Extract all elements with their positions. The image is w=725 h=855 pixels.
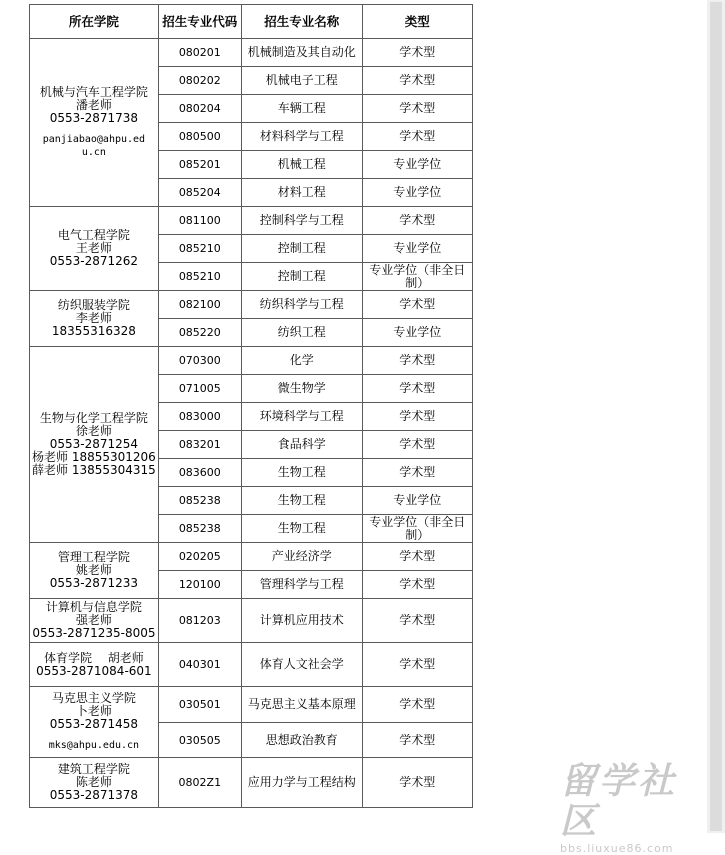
program-code-cell: 081100	[158, 207, 241, 235]
college-info-line: 0553-2871458	[49, 717, 139, 731]
header-type: 类型	[362, 5, 472, 39]
program-name-cell: 应用力学与工程结构	[241, 758, 362, 808]
program-code-cell: 085238	[158, 487, 241, 515]
program-type-cell: 学术型	[362, 291, 472, 319]
program-code-cell: 085201	[158, 151, 241, 179]
program-type-cell: 学术型	[362, 431, 472, 459]
program-name-cell: 机械制造及其自动化	[241, 39, 362, 67]
college-info-line: 薛老师 13855304315	[32, 463, 156, 477]
watermark-logo	[560, 761, 710, 855]
program-code-cell: 030501	[158, 687, 241, 723]
college-info-line: panjiabao@ahpu.ed	[42, 134, 146, 145]
program-code-cell: 080202	[158, 67, 241, 95]
program-name-cell: 思想政治教育	[241, 723, 362, 758]
college-info-line: 陈老师	[75, 775, 112, 789]
program-type-cell: 学术型	[362, 723, 472, 758]
program-name-cell: 食品科学	[241, 431, 362, 459]
vertical-scrollbar[interactable]	[707, 0, 725, 833]
program-code-cell: 020205	[158, 543, 241, 571]
program-type-cell: 学术型	[362, 599, 472, 643]
header-code: 招生专业代码	[158, 5, 241, 39]
college-cell	[30, 291, 159, 347]
college-info-line: u.cn	[81, 147, 106, 158]
watermark-text: 留学社区	[560, 761, 678, 842]
college-cell	[30, 347, 159, 543]
program-name-cell: 微生物学	[241, 375, 362, 403]
program-name-cell: 管理科学与工程	[241, 571, 362, 599]
header-name: 招生专业名称	[241, 5, 362, 39]
program-code-cell: 120100	[158, 571, 241, 599]
program-name-cell: 产业经济学	[241, 543, 362, 571]
program-name-cell: 控制工程	[241, 235, 362, 263]
program-code-cell: 0802Z1	[158, 758, 241, 808]
program-name-cell: 体育人文社会学	[241, 643, 362, 687]
watermark-url: bbs.liuxue86.com	[560, 842, 674, 855]
college-info-line: 姚老师	[75, 563, 112, 577]
college-info-line: 李老师	[75, 311, 112, 325]
college-info-line: 马克思主义学院	[51, 691, 136, 705]
program-type-cell: 学术型	[362, 543, 472, 571]
program-name-cell: 生物工程	[241, 459, 362, 487]
program-code-cell: 083201	[158, 431, 241, 459]
college-info-line: 强老师	[75, 613, 112, 627]
program-code-cell: 085220	[158, 319, 241, 347]
table-row	[30, 643, 473, 687]
program-type-cell: 学术型	[362, 39, 472, 67]
college-info-line: 建筑工程学院	[57, 762, 130, 776]
program-type-cell: 学术型	[362, 123, 472, 151]
college-info-line: 计算机与信息学院	[45, 600, 142, 614]
program-type-cell: 专业学位	[362, 179, 472, 207]
program-type-cell: 学术型	[362, 207, 472, 235]
program-type-cell: 学术型	[362, 95, 472, 123]
program-type-cell: 学术型	[362, 687, 472, 723]
program-code-cell: 080201	[158, 39, 241, 67]
college-info-line: 机械与汽车工程学院	[39, 85, 148, 99]
program-code-cell: 085210	[158, 263, 241, 291]
program-name-cell: 材料科学与工程	[241, 123, 362, 151]
program-name-cell: 机械工程	[241, 151, 362, 179]
college-info-line	[32, 125, 156, 133]
college-cell	[30, 643, 159, 687]
program-type-cell: 专业学位	[362, 487, 472, 515]
college-info-line: 卜老师	[75, 704, 112, 718]
program-name-cell: 生物工程	[241, 515, 362, 543]
program-code-cell: 040301	[158, 643, 241, 687]
college-cell	[30, 39, 159, 207]
college-info-line	[32, 731, 156, 739]
program-name-cell: 生物工程	[241, 487, 362, 515]
program-name-cell: 车辆工程	[241, 95, 362, 123]
program-type-cell: 学术型	[362, 67, 472, 95]
college-info-line: 0553-2871262	[49, 254, 139, 268]
college-info-line: 潘老师	[75, 98, 112, 112]
table-row	[30, 207, 473, 235]
program-type-cell: 专业学位	[362, 151, 472, 179]
college-cell	[30, 758, 159, 808]
program-name-cell: 计算机应用技术	[241, 599, 362, 643]
college-info-line: 0553-2871084-601	[36, 663, 152, 678]
program-name-cell: 机械电子工程	[241, 67, 362, 95]
program-code-cell: 071005	[158, 375, 241, 403]
program-code-cell: 070300	[158, 347, 241, 375]
program-name-cell: 控制科学与工程	[241, 207, 362, 235]
program-name-cell: 化学	[241, 347, 362, 375]
table-row	[30, 543, 473, 571]
program-code-cell: 085238	[158, 515, 241, 543]
header-row	[30, 5, 473, 39]
table-row	[30, 599, 473, 643]
college-info-line: 徐老师	[75, 424, 112, 438]
program-type-cell: 学术型	[362, 403, 472, 431]
program-name-cell: 马克思主义基本原理	[241, 687, 362, 723]
program-code-cell: 083600	[158, 459, 241, 487]
program-type-cell: 学术型	[362, 758, 472, 808]
program-type-cell: 学术型	[362, 643, 472, 687]
program-code-cell: 080204	[158, 95, 241, 123]
college-info-line: 0553-2871378	[49, 788, 139, 802]
program-type-cell: 专业学位	[362, 235, 472, 263]
table-row	[30, 758, 473, 808]
header-college: 所在学院	[30, 5, 159, 39]
program-name-cell: 纺织工程	[241, 319, 362, 347]
program-code-cell: 030505	[158, 723, 241, 758]
table-row	[30, 39, 473, 67]
program-type-cell: 专业学位（非全日制）	[362, 515, 472, 543]
college-info-line: mks@ahpu.edu.cn	[48, 740, 140, 751]
program-code-cell: 085204	[158, 179, 241, 207]
program-type-cell: 学术型	[362, 571, 472, 599]
table-row	[30, 687, 473, 723]
scrollbar-thumb[interactable]	[710, 2, 722, 831]
program-type-cell: 学术型	[362, 375, 472, 403]
program-type-cell: 专业学位（非全日制）	[362, 263, 472, 291]
program-name-cell: 控制工程	[241, 263, 362, 291]
program-code-cell: 085210	[158, 235, 241, 263]
college-info-line: 生物与化学工程学院	[39, 411, 148, 425]
program-type-cell: 学术型	[362, 459, 472, 487]
college-info-line: 王老师	[75, 241, 112, 255]
college-cell	[30, 599, 159, 643]
program-code-cell: 080500	[158, 123, 241, 151]
college-info-line: 0553-2871254	[49, 437, 139, 451]
college-info-line: 18355316328	[51, 324, 136, 338]
program-type-cell: 学术型	[362, 347, 472, 375]
programs-table	[29, 4, 473, 808]
college-info-line: 管理工程学院	[57, 550, 130, 564]
college-cell	[30, 207, 159, 291]
college-info-line: 体育学院 胡老师	[43, 650, 144, 665]
table-row	[30, 291, 473, 319]
program-type-cell: 专业学位	[362, 319, 472, 347]
program-name-cell: 环境科学与工程	[241, 403, 362, 431]
college-info-line: 电气工程学院	[57, 228, 130, 242]
college-info-line: 0553-2871738	[49, 111, 139, 125]
table-row	[30, 347, 473, 375]
program-code-cell: 081203	[158, 599, 241, 643]
program-code-cell: 082100	[158, 291, 241, 319]
program-name-cell: 纺织科学与工程	[241, 291, 362, 319]
college-info-line: 0553-2871233	[49, 576, 139, 590]
college-info-line: 0553-2871235-8005	[32, 626, 156, 640]
college-info-line: 杨老师 18855301206	[32, 450, 156, 464]
college-cell	[30, 543, 159, 599]
college-cell	[30, 687, 159, 758]
program-name-cell: 材料工程	[241, 179, 362, 207]
program-code-cell: 083000	[158, 403, 241, 431]
college-info-line: 纺织服装学院	[57, 298, 130, 312]
